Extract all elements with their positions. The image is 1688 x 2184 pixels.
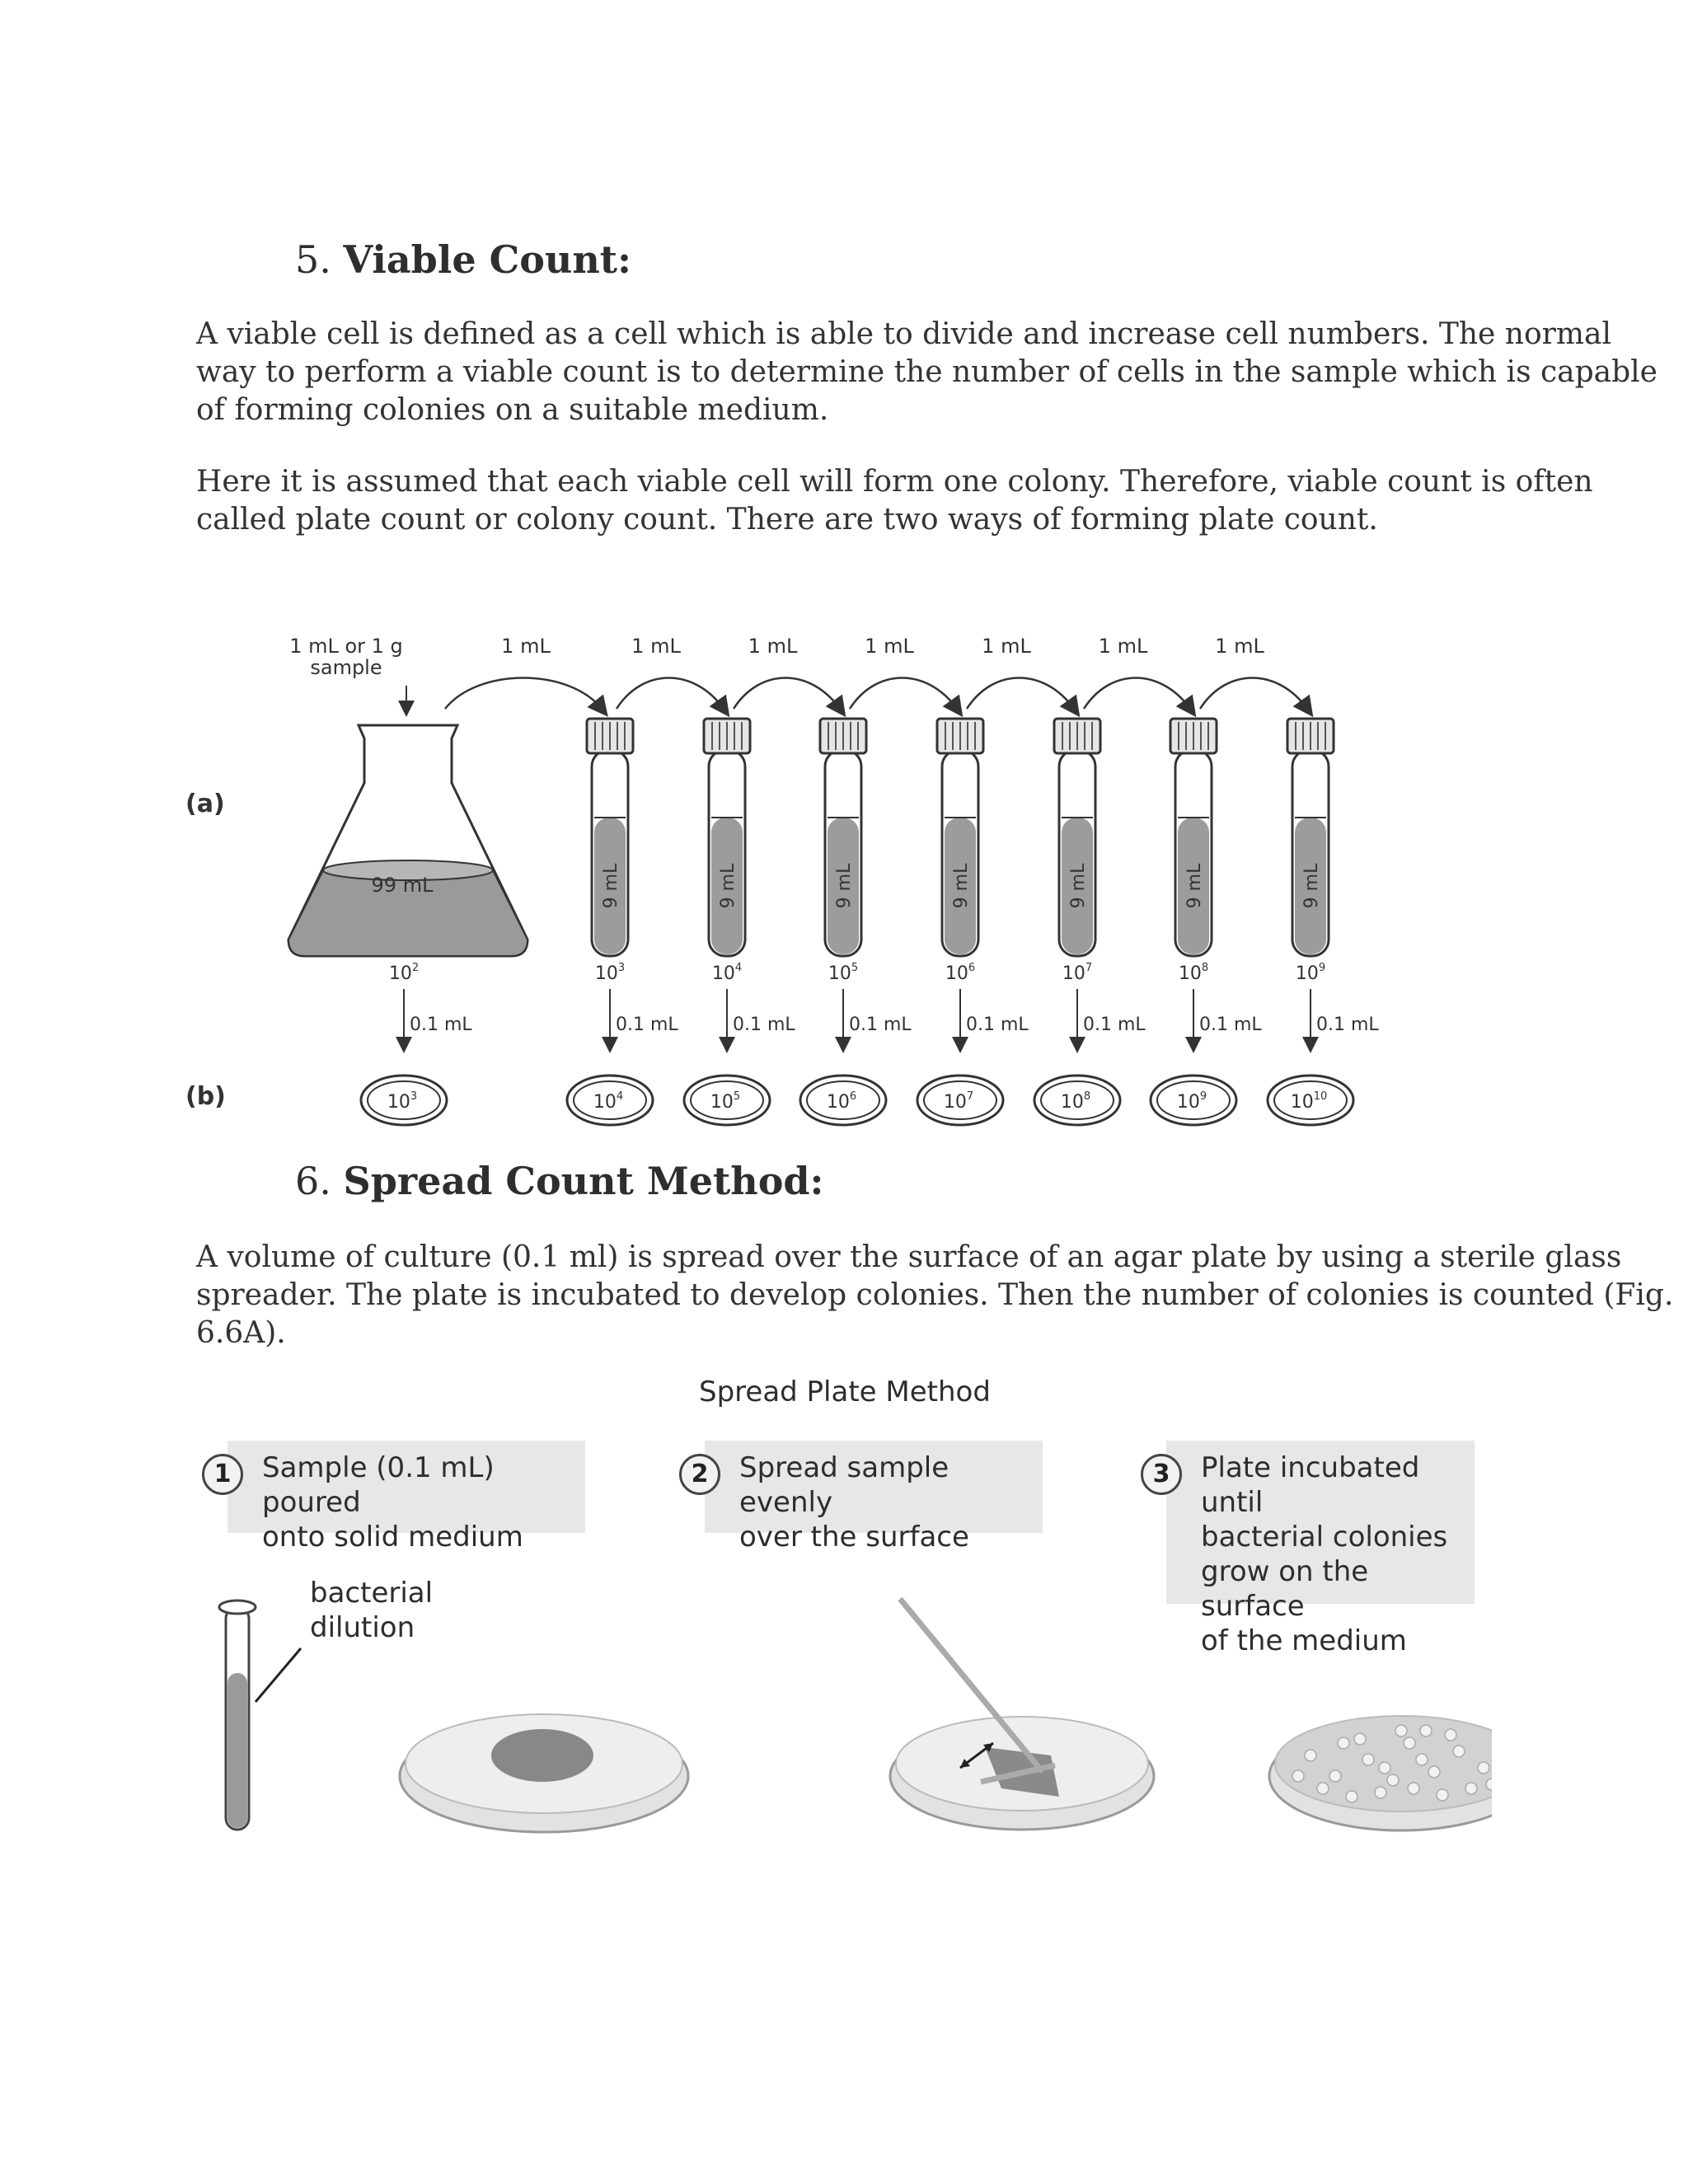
- tube-dilution-label: $10^8$: [1178, 962, 1209, 984]
- transfer-arrow: [445, 678, 602, 710]
- transfer-arrow: [1084, 678, 1190, 710]
- step-3-number: 3: [1141, 1454, 1182, 1495]
- tube-dilution-label: $10^4$: [711, 962, 743, 984]
- step-3-line4: of the medium: [1201, 1624, 1407, 1657]
- tube-dilution-label: $10^3$: [594, 962, 626, 984]
- section-5-number: 5.: [295, 237, 331, 282]
- plate-dilution-label: $10^8$: [1060, 1090, 1091, 1113]
- plating-volume: 0.1 mL: [966, 1015, 1029, 1035]
- transfer-arrow: [617, 678, 724, 710]
- tube-dilution-label: $10^6$: [945, 962, 976, 984]
- bacterial-colony: [1354, 1733, 1366, 1745]
- dilution-tube: [587, 719, 633, 956]
- transfer-label: 1 mL: [501, 635, 551, 658]
- bacterial-colony: [1416, 1754, 1428, 1765]
- tube-dilution-label: $10^5$: [828, 962, 859, 984]
- plate-with-sample: [400, 1714, 688, 1832]
- transfer-label: 1 mL: [631, 635, 681, 658]
- dilution-tube: [937, 719, 983, 956]
- transfer-label: 1 mL: [748, 635, 798, 658]
- bacterial-colony: [1453, 1746, 1465, 1757]
- transfer-arrow: [1200, 678, 1307, 710]
- step-3-line2: bacterial colonies: [1201, 1521, 1448, 1554]
- tube-volume: 9 mL: [1068, 863, 1089, 909]
- step-1-line2: onto solid medium: [262, 1521, 523, 1554]
- transfer-arrow: [967, 678, 1074, 710]
- bacterial-colony: [1486, 1779, 1492, 1790]
- step-3-box: [1166, 1441, 1475, 1657]
- bacterial-colony: [1395, 1725, 1407, 1736]
- bacterial-colony: [1404, 1737, 1415, 1749]
- step-2-box: [705, 1441, 1043, 1554]
- incubated-plate: [1269, 1716, 1492, 1830]
- tube-volume: 9 mL: [718, 863, 738, 909]
- step-2-line1: Spread sample evenly: [739, 1451, 950, 1519]
- step-3-line3: grow on the surface: [1201, 1555, 1369, 1623]
- section-5-paragraph-2: Here it is assumed that each viable cell will form one colony. Therefore, viable count is often called plate count or colony count. There are two ways of forming plate count.: [196, 465, 1593, 537]
- tube-dilution-label: $10^7$: [1062, 962, 1093, 984]
- step-3-line1: Plate incubated until: [1201, 1451, 1420, 1519]
- tube-volume: 9 mL: [834, 863, 855, 909]
- bacterial-colony: [1428, 1766, 1440, 1778]
- bacterial-colony: [1317, 1783, 1329, 1794]
- section-5-title: Viable Count:: [343, 237, 632, 282]
- plate-dilution-label: $10^{10}$: [1290, 1090, 1328, 1113]
- bacterial-colony: [1375, 1787, 1386, 1798]
- transfer-label: 1 mL: [982, 635, 1031, 658]
- section-5-paragraph-1: A viable cell is defined as a cell which is able to divide and increase cell numbers. The normal way to perform a viable count is to determine the number of cells in the sample which is capable of forming colonies on a suitable medium.: [196, 317, 1658, 427]
- plating-volume: 0.1 mL: [616, 1015, 678, 1035]
- plating-volume: 0.1 mL: [1199, 1015, 1262, 1035]
- plating-volume: 0.1 mL: [1083, 1015, 1146, 1035]
- plating-volume: 0.1 mL: [849, 1015, 912, 1035]
- flask-dilution-label: [389, 962, 419, 984]
- dilution-tube: [1170, 719, 1217, 956]
- tube-dilution-label: $10^9$: [1295, 962, 1326, 984]
- section-6-title: Spread Count Method:: [343, 1159, 824, 1203]
- bacterial-colony: [1478, 1762, 1489, 1774]
- spread-figure-title: Spread Plate Method: [699, 1376, 991, 1408]
- dilution-tube: [704, 719, 750, 956]
- flask-plate: [361, 1076, 447, 1125]
- serial-dilution-figure: [181, 626, 1434, 1137]
- transfer-arrow: [734, 678, 840, 710]
- transfer-arrow: [850, 678, 957, 710]
- tube-label-line2: dilution: [310, 1611, 415, 1644]
- flask-plating-volume: 0.1 mL: [410, 1015, 472, 1035]
- bacterial-colony: [1420, 1725, 1432, 1736]
- bacterial-colony: [1329, 1770, 1341, 1782]
- dilution-tube: [820, 719, 866, 956]
- part-b-label: (b): [185, 1082, 226, 1111]
- sample-label-line2: sample: [310, 656, 382, 679]
- plate-dilution-label: $10^6$: [826, 1090, 857, 1113]
- step-1-box: [227, 1441, 585, 1554]
- plate-dilution-label: $10^7$: [943, 1090, 974, 1113]
- tube-volume: 9 mL: [951, 863, 972, 909]
- section-6-heading: [295, 1159, 824, 1203]
- transfer-label: 1 mL: [865, 635, 914, 658]
- spreading-plate: [890, 1599, 1154, 1830]
- part-a-label: (a): [185, 790, 225, 818]
- bacterial-colony: [1338, 1737, 1349, 1749]
- bacterial-colony: [1362, 1754, 1374, 1765]
- section-6-number: 6.: [295, 1159, 331, 1203]
- flask: [288, 725, 528, 956]
- bacterial-colony: [1387, 1774, 1399, 1786]
- section-6-paragraph: A volume of culture (0.1 ml) is spread over the surface of an agar plate by using a sterile glass spreader. The plate is incubated to develop colonies. Then the number of colonies is counted (Fig. 6.6A).: [196, 1240, 1674, 1350]
- bacterial-colony: [1465, 1783, 1477, 1794]
- plating-volume: 0.1 mL: [733, 1015, 795, 1035]
- dilution-tube: [1287, 719, 1334, 956]
- step-2-number: 2: [679, 1454, 720, 1495]
- plate-dilution-label: $10^4$: [593, 1090, 624, 1113]
- transfer-label: 1 mL: [1098, 635, 1148, 658]
- tube-volume: 9 mL: [1184, 863, 1205, 909]
- bacterial-colony: [1292, 1770, 1304, 1782]
- tube-label-line1: bacterial: [310, 1577, 434, 1610]
- bacterial-colony: [1445, 1729, 1456, 1741]
- step-2-line2: over the surface: [739, 1521, 969, 1554]
- transfer-label: 1 mL: [1215, 635, 1264, 658]
- spread-plate-illustrations: [190, 1591, 1492, 1846]
- section-5-heading: [295, 237, 631, 282]
- bacterial-colony: [1379, 1762, 1390, 1774]
- svg-text:102: $10^2$: [388, 962, 420, 984]
- dilution-tubes: [567, 635, 1379, 1125]
- plate-dilution-label: $10^9$: [1176, 1090, 1207, 1113]
- dilution-tube: [1054, 719, 1100, 956]
- bacterial-colony: [1305, 1750, 1316, 1761]
- flask-volume: 99 mL: [371, 874, 434, 897]
- plate-dilution-label: $10^5$: [710, 1090, 741, 1113]
- plating-volume: 0.1 mL: [1316, 1015, 1379, 1035]
- bacterial-colony: [1346, 1791, 1357, 1802]
- tube-volume: 9 mL: [1301, 863, 1322, 909]
- tube-volume: 9 mL: [601, 863, 621, 909]
- bacterial-colony: [1437, 1789, 1448, 1801]
- step-1-line1: Sample (0.1 mL) poured: [262, 1451, 495, 1519]
- sample-label-line1: 1 mL or 1 g: [289, 635, 403, 658]
- step-1-number: 1: [202, 1454, 243, 1495]
- svg-text:103: $10^3$: [387, 1090, 418, 1113]
- bacterial-dilution-tube: [219, 1601, 301, 1830]
- bacterial-colony: [1408, 1783, 1419, 1794]
